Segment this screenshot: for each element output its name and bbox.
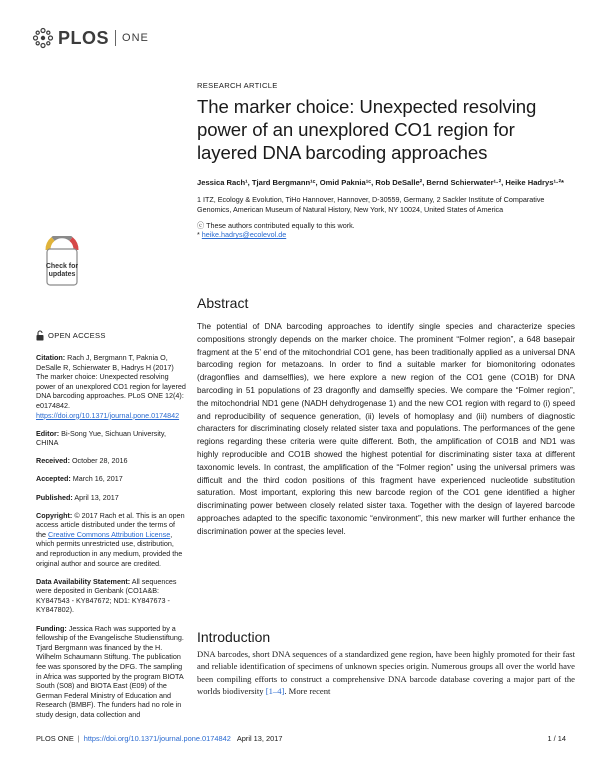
citation-block bbox=[36, 353, 186, 420]
page-footer bbox=[36, 734, 566, 743]
citation-label: Citation: bbox=[36, 353, 66, 362]
received-block bbox=[36, 456, 186, 466]
editor-block bbox=[36, 429, 186, 448]
funding-label: Funding: bbox=[36, 623, 67, 633]
copyright-text-end: , which permits unrestricted use, distribution, and reproduction in any medium, provided the original author and source are credited. bbox=[36, 529, 183, 568]
open-access-row bbox=[36, 330, 186, 341]
footer-journal: PLOS ONE bbox=[36, 734, 74, 743]
data-availability-label: Data Availability Statement: bbox=[36, 576, 131, 586]
page-number: 1 / 14 bbox=[547, 734, 566, 743]
funding-text: Jessica Rach was supported by a fellowship of the Evangelische Studienstiftung. Tjard Bergmann was financed by the H. Wilhelm Schaumann Stiftung. The publication fee was sponsored by the DFG. The sampling in Africa was supported by the program BIOTA South (S08) and BIOTA East (E09) of the German Federal Ministry of Education and Research (BMBF). The funders had no role in study design, data collection and bbox=[36, 623, 184, 719]
accepted-label: Accepted: bbox=[36, 474, 71, 484]
received-date: October 28, 2016 bbox=[71, 456, 128, 466]
footer-date: April 13, 2017 bbox=[236, 734, 283, 743]
introduction-heading: Introduction bbox=[197, 629, 271, 645]
corresponding-email-row bbox=[197, 230, 572, 240]
copyright-text: © 2017 Rach et al. This is an open access article distributed under the terms of the bbox=[36, 510, 185, 539]
equal-contribution-text: These authors contributed equally to this work. bbox=[206, 220, 355, 230]
corresponding-email-link[interactable]: heike.hadrys@ecolevol.de bbox=[201, 230, 287, 240]
abstract-heading: Abstract bbox=[197, 295, 249, 311]
journal-logo[interactable] bbox=[32, 23, 149, 53]
citation-text: Rach J, Bergmann T, Paknia O, DeSalle R, Schierwater B, Hadrys H (2017) The marker choice: Unexpected resolving power of an unexplored CO1 region for layered DNA barcoding approaches. PLoS ONE 12(4): e0174842. bbox=[36, 353, 186, 410]
logo-divider bbox=[115, 30, 116, 46]
funding-block bbox=[36, 624, 186, 720]
footer-doi-link[interactable]: https://doi.org/10.1371/journal.pone.0174842 bbox=[83, 734, 231, 743]
asterisk-icon: * bbox=[197, 230, 202, 240]
author-notes bbox=[197, 221, 572, 240]
affiliations: 1 ITZ, Ecology & Evolution, TiHo Hannover, Hannover, D-30559, Germany, 2 Sackler Institute of Comparative Genomics, American Museum of Natural History, New York, NY 10024, United States of America bbox=[197, 195, 545, 214]
data-availability-text: All sequences were deposited in Genbank (CO1A&B: KY847543 - KY847672; ND1: KY847673 - KY847802). bbox=[36, 576, 177, 615]
editor-label: Editor: bbox=[36, 428, 60, 438]
citation-doi-link[interactable]: https://doi.org/10.1371/journal.pone.0174842 bbox=[36, 410, 180, 420]
plos-mark-icon bbox=[32, 27, 54, 49]
introduction-body: DNA barcodes, short DNA sequences of a standardized gene region, have been highly promoted for their fast and reliable identification of specimens of unknown species origin. Numerous groups all over the world have been compiling efforts to construct a comprehensive DNA barcode database covering a major part of the worlds biodiversity bbox=[197, 649, 575, 697]
citation-ref-link[interactable]: [1–4] bbox=[265, 686, 285, 697]
published-block bbox=[36, 493, 186, 503]
badge-line1: Check for bbox=[45, 263, 79, 270]
license-link[interactable]: Creative Commons Attribution License bbox=[48, 529, 171, 539]
logo-journal-text: ONE bbox=[122, 32, 149, 44]
editor-text: Bi-Song Yue, Sichuan University, CHINA bbox=[36, 428, 166, 448]
badge-line2: updates bbox=[48, 271, 76, 278]
author-list[interactable]: Jessica Rach¹, Tjard Bergmann¹ᶜ, Omid Paknia¹ᶜ, Rob DeSalle², Bernd Schierwater¹·², Heike Hadrys¹·²* bbox=[197, 178, 564, 187]
equal-contribution-note bbox=[197, 221, 572, 231]
article-title: The marker choice: Unexpected resolving power of an unexplored CO1 region for layered DNA barcoding approaches bbox=[197, 96, 537, 163]
check-for-updates-badge[interactable] bbox=[36, 236, 88, 286]
open-access-label: OPEN ACCESS bbox=[48, 330, 106, 340]
published-date: April 13, 2017 bbox=[74, 492, 119, 502]
open-lock-icon bbox=[36, 330, 44, 341]
introduction-body-end: . More recent bbox=[284, 686, 331, 697]
received-label: Received: bbox=[36, 456, 70, 466]
article-type: RESEARCH ARTICLE bbox=[197, 81, 278, 90]
copyright-label: Copyright: bbox=[36, 510, 73, 520]
accepted-date: March 16, 2017 bbox=[72, 474, 123, 484]
accepted-block bbox=[36, 474, 186, 484]
abstract-text: The potential of DNA barcoding approaches to identify single species and characterize species compositions strongly depends on the marker choice. The prominent “Folmer region”, a 648 basepair fragment at the 5’ end of the mitochondrial CO1 gene, has been traditionally applied as a universal DNA barcoding region for metazoans. In order to find a suitable marker for biomonitoring odonates (dragonflies and damselflies), we here explore a new region of the CO1 gene (CO1B) for DNA barcoding in 51 populations of 23 dragonfly and damselfly species. We compare the “Folmer region”, the mitochondrial ND1 gene (NADH dehydrogenase 1) and the new CO1 region with regard to (i) speed and reproducibility of sequence generation, (ii) levels of homoplasy and (iii) numbers of diagnostic characters for discriminating closely related sister taxa and populations. The performances of the gene regions regarding these criteria were quite different. Both, the amplification of CO1B and ND1 was highly reproducible and CO1B showed the highest potential for discriminating sister taxa at different taxonomic levels. In contrast, the amplification of the “Folmer region” using the universal primers was difficult and the third codon positions of this fragment have experienced nucleotide substitution saturation. Most important, exploring this new barcode region of the CO1 gene identified a higher discriminating power between closely related sister taxa. Together with the design of layered barcode approaches adapted to the specific taxonomic “environment”, this new marker will further enhance the discrimination power at the species level. bbox=[197, 322, 575, 536]
published-label: Published: bbox=[36, 492, 73, 502]
copyright-block bbox=[36, 511, 186, 569]
equal-contribution-icon: ⓒ bbox=[197, 220, 207, 230]
article-metadata-sidebar bbox=[36, 330, 186, 728]
footer-divider: | bbox=[77, 734, 80, 743]
introduction-text bbox=[197, 648, 575, 698]
logo-plos-text: PLOS bbox=[58, 27, 110, 48]
data-availability-block bbox=[36, 577, 186, 615]
article-header bbox=[197, 80, 572, 240]
